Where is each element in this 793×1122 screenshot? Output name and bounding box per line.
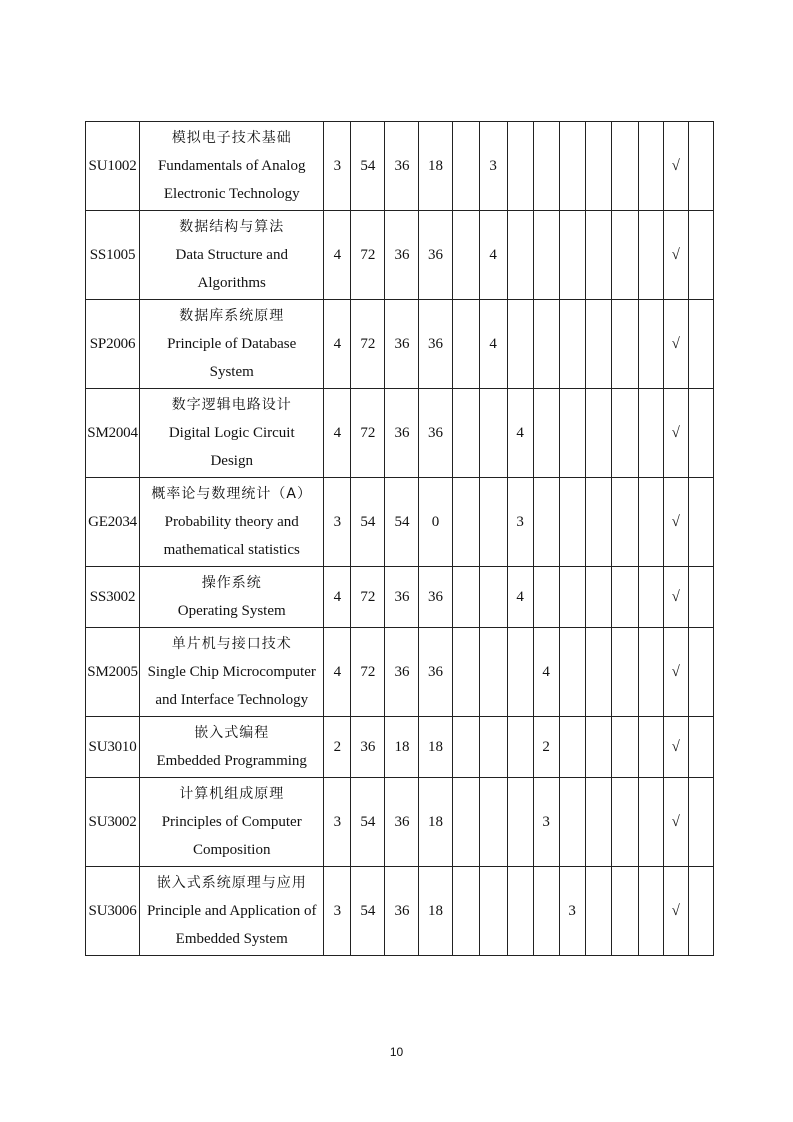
table-row xyxy=(86,389,714,478)
semester-cell xyxy=(507,628,533,717)
semester-cell xyxy=(507,867,533,956)
lecture-hours-cell: 36 xyxy=(385,628,419,717)
semester-cell xyxy=(479,478,507,567)
course-code: SU3002 xyxy=(86,778,140,867)
semester-cell xyxy=(611,478,638,567)
semester-cell xyxy=(585,300,611,389)
course-code: SM2004 xyxy=(86,389,140,478)
credits-cell: 4 xyxy=(324,300,351,389)
course-name-zh: 数字逻辑电路设计 xyxy=(171,397,292,413)
check-mark: √ xyxy=(663,778,688,867)
lab-hours-cell: 36 xyxy=(419,628,452,717)
total-hours-cell: 54 xyxy=(351,867,385,956)
semester-cell xyxy=(559,122,585,211)
lab-hours-cell: 36 xyxy=(419,211,452,300)
table-row xyxy=(86,122,714,211)
semester-cell: 2 xyxy=(533,717,559,778)
course-name-en: and Interface Technology xyxy=(155,692,309,708)
semester-cell xyxy=(638,628,663,717)
extra-cell xyxy=(688,389,713,478)
course-name xyxy=(140,389,324,478)
table-row xyxy=(86,567,714,628)
semester-cell xyxy=(585,867,611,956)
course-name xyxy=(140,628,324,717)
total-hours-cell: 72 xyxy=(351,211,385,300)
semester-cell xyxy=(559,778,585,867)
extra-cell xyxy=(688,300,713,389)
extra-cell xyxy=(688,628,713,717)
semester-cell xyxy=(452,300,479,389)
lab-hours-cell: 18 xyxy=(419,867,452,956)
semester-cell: 4 xyxy=(507,389,533,478)
lab-hours-cell: 18 xyxy=(419,778,452,867)
total-hours-cell: 54 xyxy=(351,778,385,867)
semester-cell xyxy=(479,717,507,778)
semester-cell xyxy=(452,567,479,628)
semester-cell xyxy=(611,300,638,389)
lab-hours-cell: 18 xyxy=(419,122,452,211)
course-code: SP2006 xyxy=(86,300,140,389)
semester-cell xyxy=(533,300,559,389)
semester-cell xyxy=(559,717,585,778)
course-code: SU3006 xyxy=(86,867,140,956)
course-code: GE2034 xyxy=(86,478,140,567)
lecture-hours-cell: 18 xyxy=(385,717,419,778)
semester-cell: 4 xyxy=(479,300,507,389)
credits-cell: 4 xyxy=(324,567,351,628)
semester-cell xyxy=(507,778,533,867)
semester-cell xyxy=(452,389,479,478)
page-number: 10 xyxy=(389,1045,404,1059)
semester-cell xyxy=(507,122,533,211)
check-mark: √ xyxy=(663,567,688,628)
lecture-hours-cell: 36 xyxy=(385,300,419,389)
course-name xyxy=(140,867,324,956)
course-name-zh: 模拟电子技术基础 xyxy=(171,130,292,146)
semester-cell xyxy=(533,389,559,478)
course-name-en: mathematical statistics xyxy=(163,542,300,558)
semester-cell xyxy=(638,567,663,628)
course-name-en: System xyxy=(209,364,254,380)
semester-cell xyxy=(585,211,611,300)
course-name-zh: 嵌入式编程 xyxy=(194,725,270,741)
semester-cell: 3 xyxy=(533,778,559,867)
course-code: SS3002 xyxy=(86,567,140,628)
semester-cell: 3 xyxy=(507,478,533,567)
semester-cell xyxy=(638,300,663,389)
course-code: SS1005 xyxy=(86,211,140,300)
semester-cell xyxy=(559,567,585,628)
semester-cell xyxy=(452,478,479,567)
course-table xyxy=(85,121,714,956)
extra-cell xyxy=(688,717,713,778)
semester-cell xyxy=(611,567,638,628)
course-name-zh: 概率论与数理统计（A） xyxy=(151,486,312,502)
semester-cell xyxy=(638,717,663,778)
total-hours-cell: 54 xyxy=(351,122,385,211)
table-row xyxy=(86,717,714,778)
semester-cell xyxy=(533,478,559,567)
semester-cell xyxy=(559,389,585,478)
course-name-en: Electronic Technology xyxy=(163,186,300,202)
credits-cell: 3 xyxy=(324,867,351,956)
lecture-hours-cell: 36 xyxy=(385,389,419,478)
credits-cell: 4 xyxy=(324,628,351,717)
credits-cell: 3 xyxy=(324,122,351,211)
semester-cell xyxy=(507,211,533,300)
semester-cell xyxy=(611,717,638,778)
semester-cell xyxy=(638,478,663,567)
semester-cell: 4 xyxy=(479,211,507,300)
semester-cell xyxy=(559,211,585,300)
semester-cell xyxy=(533,211,559,300)
table-row xyxy=(86,478,714,567)
semester-cell xyxy=(585,478,611,567)
table-row xyxy=(86,300,714,389)
semester-cell xyxy=(585,717,611,778)
lecture-hours-cell: 54 xyxy=(385,478,419,567)
course-name-en: Design xyxy=(210,453,253,469)
course-name-zh: 嵌入式系统原理与应用 xyxy=(156,875,307,891)
extra-cell xyxy=(688,867,713,956)
course-name-en: Composition xyxy=(192,842,271,858)
course-name-en: Principles of Computer xyxy=(161,814,302,830)
semester-cell xyxy=(611,211,638,300)
semester-cell xyxy=(638,211,663,300)
semester-cell xyxy=(452,717,479,778)
semester-cell xyxy=(638,122,663,211)
lecture-hours-cell: 36 xyxy=(385,211,419,300)
semester-cell xyxy=(479,389,507,478)
course-name xyxy=(140,478,324,567)
semester-cell xyxy=(585,628,611,717)
course-name-en: Operating System xyxy=(177,603,286,619)
semester-cell: 3 xyxy=(559,867,585,956)
semester-cell xyxy=(452,867,479,956)
semester-cell xyxy=(559,300,585,389)
course-name-en: Principle and Application of xyxy=(146,903,317,919)
total-hours-cell: 72 xyxy=(351,567,385,628)
course-name-en: Single Chip Microcomputer xyxy=(147,664,316,680)
semester-cell xyxy=(611,778,638,867)
course-name-en: Embedded System xyxy=(175,931,288,947)
lecture-hours-cell: 36 xyxy=(385,122,419,211)
semester-cell xyxy=(507,717,533,778)
check-mark: √ xyxy=(663,389,688,478)
semester-cell xyxy=(585,778,611,867)
course-name-en: Principle of Database xyxy=(167,336,297,352)
total-hours-cell: 72 xyxy=(351,389,385,478)
semester-cell xyxy=(479,867,507,956)
lecture-hours-cell: 36 xyxy=(385,778,419,867)
semester-cell: 4 xyxy=(507,567,533,628)
extra-cell xyxy=(688,778,713,867)
check-mark: √ xyxy=(663,478,688,567)
semester-cell xyxy=(452,122,479,211)
course-code: SM2005 xyxy=(86,628,140,717)
course-name-zh: 单片机与接口技术 xyxy=(171,636,292,652)
semester-cell xyxy=(585,389,611,478)
semester-cell xyxy=(611,867,638,956)
semester-cell xyxy=(559,478,585,567)
course-name-en: Algorithms xyxy=(197,275,266,291)
course-name-zh: 数据库系统原理 xyxy=(179,308,285,324)
course-code: SU1002 xyxy=(86,122,140,211)
credits-cell: 3 xyxy=(324,778,351,867)
semester-cell xyxy=(585,122,611,211)
course-name xyxy=(140,717,324,778)
semester-cell xyxy=(479,778,507,867)
total-hours-cell: 72 xyxy=(351,628,385,717)
table-body xyxy=(86,122,714,956)
course-code: SU3010 xyxy=(86,717,140,778)
credits-cell: 4 xyxy=(324,389,351,478)
total-hours-cell: 72 xyxy=(351,300,385,389)
check-mark: √ xyxy=(663,300,688,389)
semester-cell xyxy=(479,628,507,717)
course-name-zh: 数据结构与算法 xyxy=(179,219,285,235)
semester-cell xyxy=(611,389,638,478)
credits-cell: 2 xyxy=(324,717,351,778)
check-mark: √ xyxy=(663,717,688,778)
credits-cell: 4 xyxy=(324,211,351,300)
semester-cell xyxy=(611,122,638,211)
course-name xyxy=(140,211,324,300)
table-row xyxy=(86,867,714,956)
semester-cell xyxy=(452,778,479,867)
table-row xyxy=(86,778,714,867)
extra-cell xyxy=(688,122,713,211)
semester-cell: 4 xyxy=(533,628,559,717)
course-name xyxy=(140,122,324,211)
semester-cell xyxy=(638,389,663,478)
check-mark: √ xyxy=(663,628,688,717)
semester-cell: 3 xyxy=(479,122,507,211)
course-name-zh: 操作系统 xyxy=(201,575,262,591)
total-hours-cell: 54 xyxy=(351,478,385,567)
semester-cell xyxy=(585,567,611,628)
semester-cell xyxy=(507,300,533,389)
table-row xyxy=(86,628,714,717)
lecture-hours-cell: 36 xyxy=(385,567,419,628)
semester-cell xyxy=(638,867,663,956)
semester-cell xyxy=(533,867,559,956)
total-hours-cell: 36 xyxy=(351,717,385,778)
extra-cell xyxy=(688,211,713,300)
table-row xyxy=(86,211,714,300)
course-name-en: Embedded Programming xyxy=(156,753,307,769)
lab-hours-cell: 36 xyxy=(419,300,452,389)
semester-cell xyxy=(452,211,479,300)
lecture-hours-cell: 36 xyxy=(385,867,419,956)
extra-cell xyxy=(688,567,713,628)
course-name-en: Probability theory and xyxy=(164,514,299,530)
course-name-en: Data Structure and xyxy=(175,247,288,263)
credits-cell: 3 xyxy=(324,478,351,567)
semester-cell xyxy=(559,628,585,717)
course-name xyxy=(140,300,324,389)
lab-hours-cell: 0 xyxy=(419,478,452,567)
course-name-en: Digital Logic Circuit xyxy=(168,425,295,441)
semester-cell xyxy=(533,122,559,211)
semester-cell xyxy=(479,567,507,628)
semester-cell xyxy=(533,567,559,628)
course-name-zh: 计算机组成原理 xyxy=(179,786,285,802)
check-mark: √ xyxy=(663,122,688,211)
course-name xyxy=(140,778,324,867)
semester-cell xyxy=(611,628,638,717)
semester-cell xyxy=(452,628,479,717)
lab-hours-cell: 36 xyxy=(419,389,452,478)
lab-hours-cell: 18 xyxy=(419,717,452,778)
check-mark: √ xyxy=(663,867,688,956)
semester-cell xyxy=(638,778,663,867)
lab-hours-cell: 36 xyxy=(419,567,452,628)
extra-cell xyxy=(688,478,713,567)
course-name-en: Fundamentals of Analog xyxy=(157,158,306,174)
course-name xyxy=(140,567,324,628)
check-mark: √ xyxy=(663,211,688,300)
